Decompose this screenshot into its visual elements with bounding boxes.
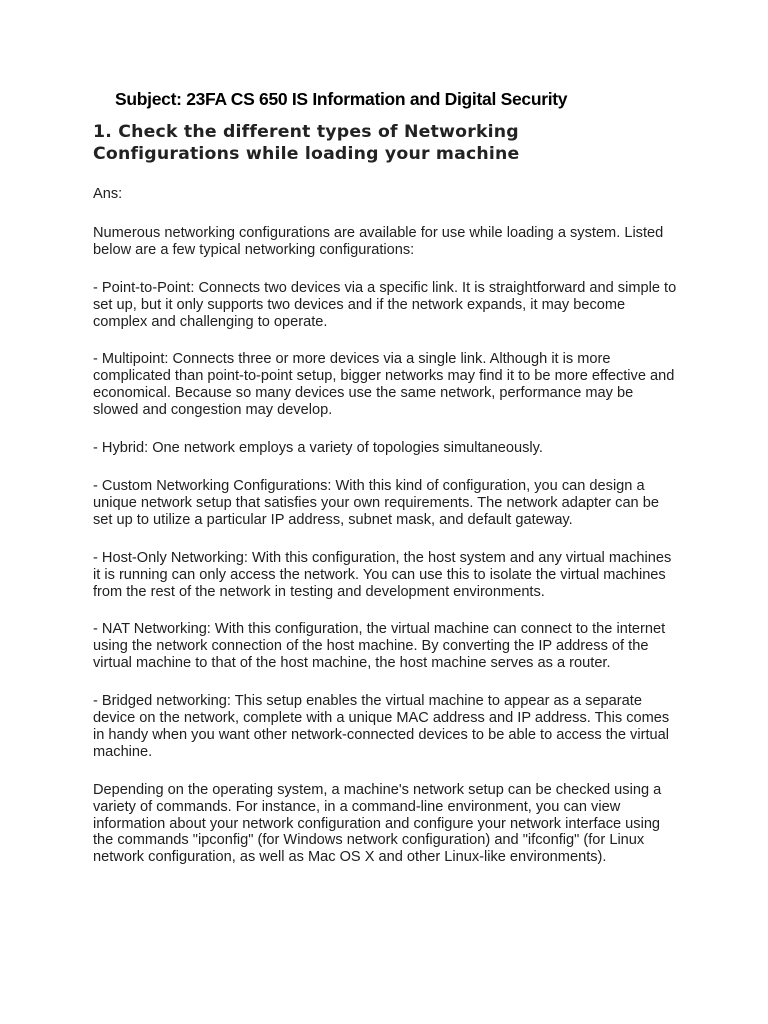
hybrid-paragraph: - Hybrid: One network employs a variety of topologies simultaneously. xyxy=(93,440,543,457)
subject-heading: Subject: 23FA CS 650 IS Information and Digital Security xyxy=(115,89,568,109)
point-to-point-paragraph: - Point-to-Point: Connects two devices via a specific link. It is straightforward and simple to set up, but it only supports two devices and if the network expands, it may become complex and challenging to operate. xyxy=(93,279,677,330)
bridged-networking-paragraph: - Bridged networking: This setup enables the virtual machine to appear as a separate device on the network, complete with a unique MAC address and IP address. This comes in handy when you want other network-connected devices to be able to access the virtual machine. xyxy=(93,693,670,760)
host-only-networking-paragraph: - Host-Only Networking: With this configuration, the host system and any virtual machines it is running can only access the network. You can use this to isolate the virtual machines from the rest of the network in testing and development environments. xyxy=(93,549,672,600)
intro-paragraph: Numerous networking configurations are available for use while loading a system. Listed below are a few typical networking configurations: xyxy=(93,224,664,258)
answer-label: Ans: xyxy=(93,186,123,202)
nat-networking-paragraph: - NAT Networking: With this configuration, the virtual machine can connect to the internet using the network connection of the host machine. By converting the IP address of the virtual machine to that of the host machine, the host machine serves as a router. xyxy=(93,621,666,672)
answer-body xyxy=(93,186,678,887)
question-heading: 1. Check the different types of Networking Configurations while loading your machine xyxy=(93,122,520,164)
custom-networking-paragraph: - Custom Networking Configurations: With this kind of configuration, you can design a unique network setup that satisfies your own requirements. The network adapter can be set up to utilize a particular IP address, subnet mask, and default gateway. xyxy=(93,477,659,528)
multipoint-paragraph: - Multipoint: Connects three or more devices via a single link. Although it is more complicated than point-to-point setup, bigger networks may find it to be more effective and economical. Because so many devices use the same network, performance may be slowed and congestion may develop. xyxy=(93,351,675,419)
commands-paragraph: Depending on the operating system, a machine's network setup can be checked using a variety of commands. For instance, in a command-line environment, you can view information about your network configuration and configure your network interface using the commands "ipconfig" (for Windows network configuration) and "ifconfig" (for Linux network configuration, as well as Mac OS X and other Linux-like environments). xyxy=(93,781,662,866)
